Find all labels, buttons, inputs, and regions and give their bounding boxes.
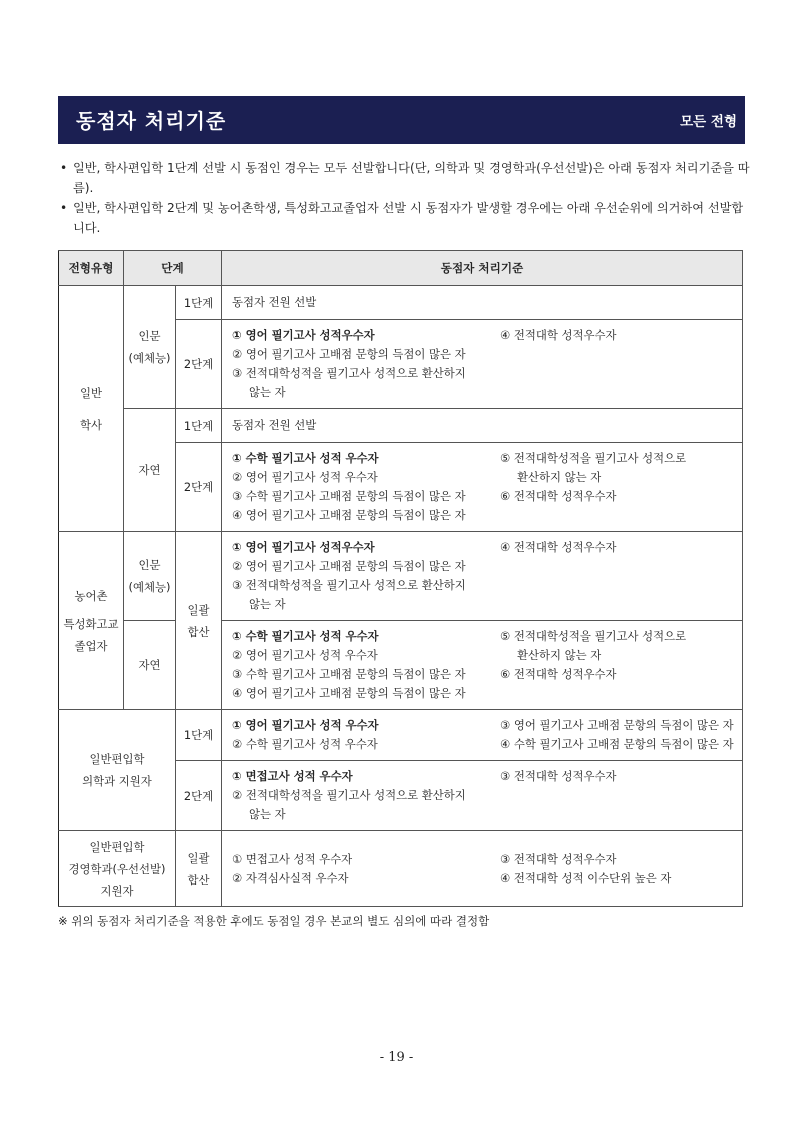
stage-1: 1단계 — [176, 286, 222, 320]
table-row — [59, 710, 743, 761]
section-title-bar — [58, 96, 745, 144]
criteria-cell: 동점자 전원 선발 — [222, 286, 743, 320]
type-cell-business: 일반편입학 경영학과(우선선발) 지원자 — [59, 831, 176, 907]
criteria-cell: ① 영어 필기고사 성적우수자 ② 영어 필기고사 고배점 문항의 득점이 많은 자 ③ 전적대학성적을 필기고사 성적으로 환산하지 않는 자 ④ 전적대학 성적우수자 — [222, 320, 743, 409]
table-row — [59, 286, 743, 320]
stage-2: 2단계 — [176, 443, 222, 532]
bullet-item: • 일반, 학사편입학 2단계 및 농어촌학생, 특성화고교졸업자 선발 시 동점자가 발생할 경우에는 아래 우선순위에 의거하여 선발합니다. — [60, 201, 744, 235]
stage-2: 2단계 — [176, 320, 222, 409]
bullet-item: • 일반, 학사편입학 1단계 선발 시 동점인 경우는 모두 선발합니다(단, 의학과 및 경영학과(우선선발)은 아래 동점자 처리기준을 따름). — [60, 161, 750, 195]
track-science: 자연 — [124, 621, 176, 710]
track-humanities: 인문 (예체능) — [124, 532, 176, 621]
table-row — [59, 532, 743, 621]
header-type: 전형유형 — [59, 251, 124, 286]
tie-break-table — [58, 250, 743, 907]
bullet-list — [60, 158, 750, 238]
footnote: ※ 위의 동점자 처리기준을 적용한 후에도 동점일 경우 본교의 별도 심의에 따라 결정함 — [58, 914, 490, 928]
table-header-row — [59, 251, 743, 286]
header-criteria: 동점자 처리기준 — [222, 251, 743, 286]
table-row — [59, 621, 743, 710]
track-humanities: 인문 (예체능) — [124, 286, 176, 409]
track-science: 자연 — [124, 409, 176, 532]
stage-1: 1단계 — [176, 710, 222, 761]
page-number: - 19 - — [379, 1050, 414, 1065]
header-stage: 단계 — [124, 251, 222, 286]
criteria-cell: ① 영어 필기고사 성적우수자 ② 영어 필기고사 고배점 문항의 득점이 많은 자 ③ 전적대학성적을 필기고사 성적으로 환산하지 않는 자 ④ 전적대학 성적우수자 — [222, 532, 743, 621]
type-cell-general: 일반 학사 — [59, 286, 124, 532]
criteria-cell: ① 수학 필기고사 성적 우수자 ② 영어 필기고사 성적 우수자 ③ 수학 필기고사 고배점 문항의 득점이 많은 자 ④ 영어 필기고사 고배점 문항의 득점이 많은 자 ⑤ 전적대학성적을 필기고사 성적으로 환산하지 않는 자 ⑥ 전적대학 성적우수자 — [222, 443, 743, 532]
section-subtitle: 모든 전형 — [680, 114, 737, 130]
criteria-cell: ① 면접고사 성적 우수자 ② 자격심사실적 우수자 ③ 전적대학 성적우수자 ④ 전적대학 성적 이수단위 높은 자 — [222, 831, 743, 907]
criteria-cell: ① 수학 필기고사 성적 우수자 ② 영어 필기고사 성적 우수자 ③ 수학 필기고사 고배점 문항의 득점이 많은 자 ④ 영어 필기고사 고배점 문항의 득점이 많은 자 ⑤ 전적대학성적을 필기고사 성적으로 환산하지 않는 자 ⑥ 전적대학 성적우수자 — [222, 621, 743, 710]
table-row — [59, 409, 743, 443]
criteria-cell: ① 영어 필기고사 성적 우수자 ② 수학 필기고사 성적 우수자 ③ 영어 필기고사 고배점 문항의 득점이 많은 자 ④ 수학 필기고사 고배점 문항의 득점이 많은 자 — [222, 710, 743, 761]
type-cell-rural: 농어촌 특성화고교 졸업자 — [59, 532, 124, 710]
table-row — [59, 831, 743, 907]
criteria-cell: ① 면접고사 성적 우수자 ② 전적대학성적을 필기고사 성적으로 환산하지 않는 자 ③ 전적대학 성적우수자 — [222, 761, 743, 831]
stage-2: 2단계 — [176, 761, 222, 831]
stage-1: 1단계 — [176, 409, 222, 443]
criteria-cell: 동점자 전원 선발 — [222, 409, 743, 443]
section-title: 동점자 처리기준 — [76, 109, 227, 133]
stage-combined: 일괄 합산 — [176, 532, 222, 710]
stage-combined: 일괄 합산 — [176, 831, 222, 907]
type-cell-medicine: 일반편입학 의학과 지원자 — [59, 710, 176, 831]
